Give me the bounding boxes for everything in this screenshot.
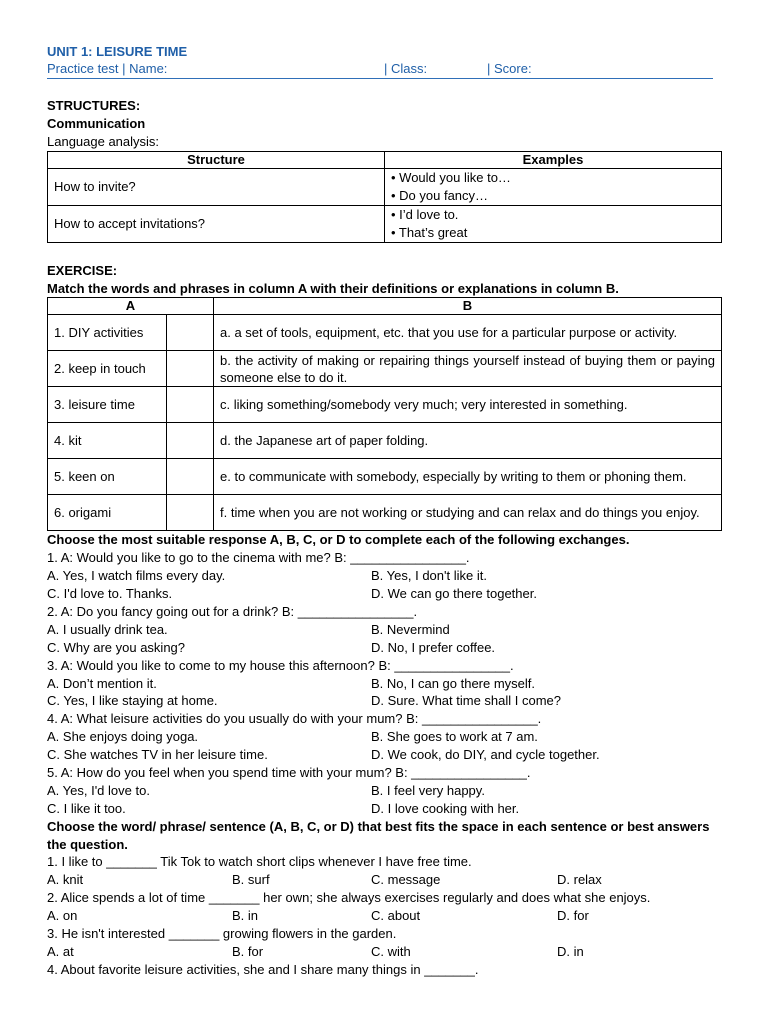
option-b[interactable]: B. Nevermind [371,621,450,637]
table-row [48,387,722,423]
structure-cell: How to invite? [48,168,385,205]
table-row [48,459,722,495]
bestfit-list [47,853,722,978]
option-b[interactable]: B. for [232,943,264,959]
definition-cell: c. liking something/somebody very much; very interested in something. [214,387,722,423]
answer-cell[interactable] [167,387,214,423]
option-a[interactable]: A. knit [47,872,84,888]
term-cell: 4. kit [48,423,167,459]
question: 2. A: Do you fancy going out for a drink? B: ________________. [47,604,418,620]
option-b[interactable]: B. surf [232,872,270,888]
header-row [47,60,713,79]
option-c[interactable]: C. I like it too. [47,800,126,816]
examples-cell [385,168,722,205]
option-d[interactable]: D. relax [557,872,602,888]
options-row [47,567,722,585]
table-row [48,423,722,459]
options-row [47,746,722,764]
option-b[interactable]: B. She goes to work at 7 am. [371,729,538,745]
option-b[interactable]: B. in [232,908,259,924]
answer-cell[interactable] [167,351,214,387]
options-row [47,621,722,639]
example-item: • Would you like to… [391,169,511,185]
options-row [47,728,722,746]
unit-title: UNIT 1: LEISURE TIME [47,44,188,59]
question: 4. A: What leisure activities do you usually do with your mum? B: ________________. [47,711,542,727]
matching-table [47,297,722,531]
option-c[interactable]: C. with [371,943,411,959]
options-row [47,907,722,925]
question: 1. I like to _______ Tik Tok to watch short clips whenever I have free time. [47,854,472,870]
option-c[interactable]: C. She watches TV in her leisure time. [47,747,268,763]
definition-cell: e. to communicate with somebody, especially by writing to them or phoning them. [214,459,722,495]
option-d[interactable]: D. in [557,943,584,959]
answer-cell[interactable] [167,459,214,495]
option-d[interactable]: D. for [557,908,589,924]
definition-cell: b. the activity of making or repairing things yourself instead of buying them or paying someone else to do it. [214,351,722,387]
column-b-header: B [214,298,722,315]
term-cell: 3. leisure time [48,387,167,423]
option-c[interactable]: C. Yes, I like staying at home. [47,693,218,709]
structure-table [47,151,722,243]
option-c[interactable]: C. about [371,908,421,924]
structures-heading: STRUCTURES: [47,98,141,113]
table-row [48,495,722,531]
question: 1. A: Would you like to go to the cinema with me? B: ________________. [47,550,470,566]
option-b[interactable]: B. Yes, I don't like it. [371,568,487,584]
option-a[interactable]: A. She enjoys doing yoga. [47,729,199,745]
term-cell: 1. DIY activities [48,315,167,351]
communication-heading: Communication [47,115,146,131]
answer-cell[interactable] [167,495,214,531]
responses-instruction: Choose the most suitable response A, B, C, or D to complete each of the following exchanges. [47,532,630,548]
name-label: Practice test | Name: [47,61,168,76]
question: 3. A: Would you like to come to my house this afternoon? B: ________________. [47,657,514,673]
table-row [48,168,722,205]
term-cell: 6. origami [48,495,167,531]
option-c[interactable]: C. message [371,872,441,888]
options-row [47,800,722,818]
option-c[interactable]: C. Why are you asking? [47,639,186,655]
options-row [47,943,722,961]
options-row [47,585,722,603]
option-b[interactable]: B. I feel very happy. [371,782,485,798]
option-d[interactable]: D. We can go there together. [371,586,537,602]
option-d[interactable]: D. No, I prefer coffee. [371,639,496,655]
question: 5. A: How do you feel when you spend time with your mum? B: ________________. [47,765,531,781]
bestfit-instruction-cont: the question. [47,836,128,852]
score-label: | Score: [487,61,532,76]
option-a[interactable]: A. Don’t mention it. [47,675,157,691]
option-d[interactable]: D. We cook, do DIY, and cycle together. [371,747,600,763]
column-a-header: A [48,298,214,315]
option-b[interactable]: B. No, I can go there myself. [371,675,536,691]
language-analysis-label: Language analysis: [47,133,160,149]
exercise-heading: EXERCISE: [47,262,118,278]
answer-cell[interactable] [167,315,214,351]
example-item: • I’d love to. [391,206,459,222]
worksheet [47,44,722,979]
example-item: • Do you fancy… [391,187,489,203]
option-d[interactable]: D. I love cooking with her. [371,800,520,816]
option-a[interactable]: A. Yes, I'd love to. [47,782,150,798]
question: 2. Alice spends a lot of time _______ her own; she always exercises regularly and does what she enjoys. [47,890,651,906]
options-row [47,675,722,693]
answer-cell[interactable] [167,423,214,459]
structure-cell: How to accept invitations? [48,205,385,242]
option-a[interactable]: A. I usually drink tea. [47,621,168,637]
options-row [47,871,722,889]
term-cell: 2. keep in touch [48,351,167,387]
exercise-instruction: Match the words and phrases in column A with their definitions or explanations in column B. [47,280,619,296]
option-c[interactable]: C. I'd love to. Thanks. [47,586,173,602]
term-cell: 5. keen on [48,459,167,495]
class-label: | Class: [384,61,428,76]
bestfit-instruction: Choose the word/ phrase/ sentence (A, B, C, or D) that best fits the space in each sentence or best answers [47,818,710,834]
responses-list [47,549,722,817]
examples-header: Examples [385,151,722,168]
structure-header: Structure [48,151,385,168]
options-row [47,639,722,657]
example-item: • That’s great [391,224,468,240]
question: 4. About favorite leisure activities, she and I share many things in _______. [47,961,479,977]
question: 3. He isn't interested _______ growing flowers in the garden. [47,926,397,942]
definition-cell: a. a set of tools, equipment, etc. that you use for a particular purpose or activity. [214,315,722,351]
options-row [47,692,722,710]
options-row [47,782,722,800]
option-a[interactable]: A. Yes, I watch films every day. [47,568,226,584]
definition-cell: f. time when you are not working or studying and can relax and do things you enjoy. [214,495,722,531]
option-a[interactable]: A. on [47,908,78,924]
option-a[interactable]: A. at [47,943,74,959]
definition-cell: d. the Japanese art of paper folding. [214,423,722,459]
table-row [48,351,722,387]
option-d[interactable]: D. Sure. What time shall I come? [371,693,562,709]
table-row [48,205,722,242]
examples-cell [385,205,722,242]
table-row [48,315,722,351]
